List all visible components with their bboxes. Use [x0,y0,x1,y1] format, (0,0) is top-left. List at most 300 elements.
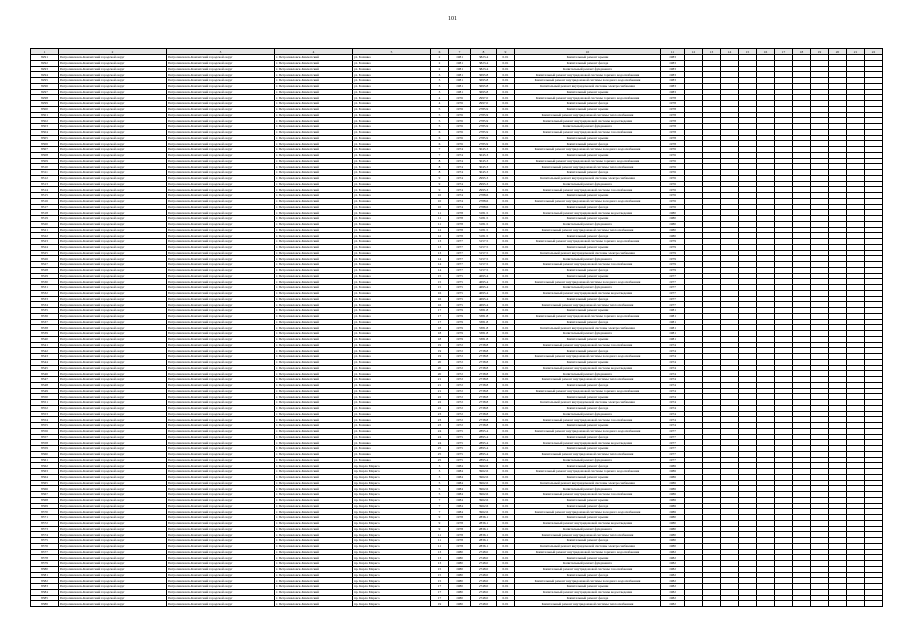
table-cell: 1981 [449,60,471,66]
table-cell: 3181.5 [471,221,497,227]
table-cell: 8360 [31,451,59,457]
table-cell: Петропавловск-Камчатский городской округ [59,492,167,498]
table-cell: 17 [431,589,449,595]
table-cell: 13 [431,561,449,567]
table-cell: 0.01 [497,106,515,112]
table-cell: 1972 [449,371,471,377]
table-cell: 1975 [449,279,471,285]
table-cell: ул. Бохняка [353,89,431,95]
table-cell: Петропавловск-Камчатский городской округ [59,377,167,383]
table-cell: 1974 [449,147,471,153]
table-cell: 2785.9 [471,118,497,124]
table-cell: 22 [431,394,449,400]
table-cell: 1980 [661,526,685,532]
table-cell: Капитальный ремонт крыши [515,152,661,158]
table-cell: г. Петропавловск-Камчатский [275,60,353,66]
table-cell: 1977 [449,250,471,256]
table-cell: 2836.1 [471,520,497,526]
table-cell: Капитальный ремонт крыши [515,135,661,141]
table-cell: 8357 [31,434,59,440]
table-cell: Петропавловск-Камчатский городской округ [167,216,275,222]
table-cell: 18 [431,331,449,337]
table-cell: Петропавловск-Камчатский городской округ [167,141,275,147]
table-cell: 3 [431,89,449,95]
table-cell: Петропавловск-Камчатский городской округ [167,170,275,176]
table-cell: 0.01 [497,135,515,141]
table-cell: Петропавловск-Камчатский городской округ [167,589,275,595]
table-cell: 1974 [661,354,685,360]
table-cell: 1978 [661,141,685,147]
table-cell: 0.01 [497,417,515,423]
header-cell: 8 [471,49,497,55]
table-cell: 1972 [449,382,471,388]
table-cell: ул. Бохняка [353,336,431,342]
table-cell: 3962.6 [471,503,497,509]
table-cell: ул. Бохняка [353,256,431,262]
table-cell: пр. Карла Маркса [353,555,431,561]
table-cell: Петропавловск-Камчатский городской округ [167,474,275,480]
table-cell: г. Петропавловск-Камчатский [275,55,353,61]
table-cell: 25 [431,446,449,452]
table-cell: г. Петропавловск-Камчатский [275,106,353,112]
table-cell: 1981 [661,336,685,342]
table-cell: 17 [431,319,449,325]
table-cell: 1972 [449,354,471,360]
table-cell: 15 [431,285,449,291]
table-cell: 2997.0 [471,95,497,101]
table-cell: Петропавловск-Камчатский городской округ [167,382,275,388]
table-cell: 3181.5 [471,227,497,233]
table-body [31,49,883,607]
table-cell: 12 [431,233,449,239]
table-cell: 1986 [661,503,685,509]
table-cell: Петропавловск-Камчатский городской округ [167,601,275,607]
table-cell: ул. Бохняка [353,331,431,337]
table-cell: Капитальный ремонт внутридомовой системы теплоснабжения [515,302,661,308]
table-cell: 1982 [661,566,685,572]
table-cell: г. Петропавловск-Камчатский [275,566,353,572]
table-cell: Петропавловск-Камчатский городской округ [59,451,167,457]
table-cell: 5 [431,112,449,118]
table-cell: 5 [431,124,449,130]
table-cell: г. Петропавловск-Камчатский [275,336,353,342]
table-cell: Петропавловск-Камчатский городской округ [59,589,167,595]
table-cell: 3962.6 [471,509,497,515]
table-cell: 0.01 [497,440,515,446]
table-cell: пр. Карла Маркса [353,520,431,526]
table-cell: 2738.8 [471,417,497,423]
table-cell: Петропавловск-Камчатский городской округ [167,325,275,331]
table-cell: Петропавловск-Камчатский городской округ [59,411,167,417]
table-cell: Петропавловск-Камчатский городской округ [59,55,167,61]
table-cell: Петропавловск-Камчатский городской округ [167,486,275,492]
table-cell: 2748.0 [471,555,497,561]
table-cell: 11 [431,210,449,216]
table-cell: Петропавловск-Камчатский городской округ [167,377,275,383]
table-cell: 8291 [31,55,59,61]
table-cell: пр. Карла Маркса [353,601,431,607]
table-cell: г. Петропавловск-Камчатский [275,457,353,463]
table-cell: 0.01 [497,89,515,95]
table-cell: 1980 [661,515,685,521]
table-cell: Петропавловск-Камчатский городской округ [59,204,167,210]
table-cell: 2738.8 [471,377,497,383]
table-cell: 1980 [661,233,685,239]
table-cell: 9 [431,181,449,187]
table-cell: 1981 [661,313,685,319]
table-cell: г. Петропавловск-Камчатский [275,555,353,561]
table-cell: 3 [431,78,449,84]
table-cell: пр. Карла Маркса [353,561,431,567]
table-cell: г. Петропавловск-Камчатский [275,440,353,446]
table-cell: Петропавловск-Камчатский городской округ [59,543,167,549]
table-cell: 1984 [449,503,471,509]
table-cell: 8302 [31,118,59,124]
table-cell: г. Петропавловск-Камчатский [275,377,353,383]
table-cell: 1972 [449,400,471,406]
table-cell: Петропавловск-Камчатский городской округ [167,538,275,544]
table-cell: 1977 [449,256,471,262]
table-cell: Капитальный ремонт фундамента [515,285,661,291]
table-cell: Капитальный ремонт крыши [515,515,661,521]
table-cell: 1976 [449,95,471,101]
table-cell: Петропавловск-Камчатский городской округ [167,152,275,158]
table-cell: 1978 [661,124,685,130]
table-cell: 0.01 [497,405,515,411]
table-cell: 8361 [31,457,59,463]
table-cell: 1983 [661,66,685,72]
table-cell: Петропавловск-Камчатский городской округ [167,319,275,325]
table-cell: ул. Бохняка [353,279,431,285]
table-cell: 15 [431,566,449,572]
table-cell: Петропавловск-Камчатский городской округ [167,331,275,337]
table-cell: 1986 [661,492,685,498]
table-cell: 3962.6 [471,497,497,503]
table-cell: 3695.8 [471,83,497,89]
table-cell: Капитальный ремонт фасада [515,463,661,469]
table-cell: 8315 [31,193,59,199]
table-cell: г. Петропавловск-Камчатский [275,584,353,590]
table-cell: 2738.8 [471,371,497,377]
table-cell: Петропавловск-Камчатский городской округ [59,267,167,273]
table-cell: 22 [431,405,449,411]
table-cell: Капитальный ремонт внутридомовой системы холодного водоснабжения [515,78,661,84]
table-cell: 19 [431,348,449,354]
table-cell: 2785.9 [471,112,497,118]
table-cell: ул. Бохняка [353,158,431,164]
table-cell: 2738.8 [471,365,497,371]
table-cell: 0.01 [497,147,515,153]
table-cell: 0.01 [497,359,515,365]
table-cell: г. Петропавловск-Камчатский [275,572,353,578]
table-cell: 8299 [31,101,59,107]
table-cell: ул. Бохняка [353,308,431,314]
table-cell: 1980 [661,520,685,526]
table-cell: ул. Бохняка [353,388,431,394]
table-cell: ул. Бохняка [353,101,431,107]
table-cell: Капитальный ремонт фундамента [515,256,661,262]
table-cell: 1978 [661,95,685,101]
table-cell: Петропавловск-Камчатский городской округ [167,198,275,204]
table-cell: 1975 [449,302,471,308]
table-cell: 8364 [31,474,59,480]
table-cell: 1984 [449,486,471,492]
table-cell: 8370 [31,509,59,515]
table-cell: 1978 [661,118,685,124]
table-cell: 0.01 [497,377,515,383]
table-cell: 1978 [449,520,471,526]
table-cell: г. Петропавловск-Камчатский [275,348,353,354]
table-cell: 0.01 [497,400,515,406]
table-cell: Петропавловск-Камчатский городской округ [167,55,275,61]
table-cell: 0.01 [497,331,515,337]
header-cell: 22 [865,49,883,55]
table-cell: 1974 [449,187,471,193]
table-cell: 21 [431,388,449,394]
table-cell: Петропавловск-Камчатский городской округ [59,181,167,187]
table-cell: 3045.3 [471,147,497,153]
table-cell: 1974 [661,371,685,377]
table-cell: 2738.8 [471,405,497,411]
table-cell: Петропавловск-Камчатский городской округ [59,371,167,377]
table-cell: Петропавловск-Камчатский городской округ [167,566,275,572]
table-cell: г. Петропавловск-Камчатский [275,158,353,164]
table-cell: 2748.0 [471,584,497,590]
table-cell: 3381.8 [471,313,497,319]
table-cell: 8310 [31,164,59,170]
table-cell: ул. Бохняка [353,181,431,187]
header-cell: 6 [431,49,449,55]
table-cell: г. Петропавловск-Камчатский [275,72,353,78]
table-cell: 1972 [449,405,471,411]
table-cell: 8372 [31,520,59,526]
table-cell: 1975 [449,273,471,279]
table-cell: 20 [431,371,449,377]
table-cell: 8 [431,170,449,176]
table-cell: ул. Бохняка [353,78,431,84]
table-cell: 8382 [31,578,59,584]
table-cell: Петропавловск-Камчатский городской округ [167,572,275,578]
table-cell: Петропавловск-Камчатский городской округ [59,486,167,492]
table-cell: Петропавловск-Камчатский городской округ [59,342,167,348]
table-cell: 1974 [661,405,685,411]
table-cell: 8365 [31,480,59,486]
table-cell: г. Петропавловск-Камчатский [275,325,353,331]
header-cell: 7 [449,49,471,55]
table-cell: ул. Бохняка [353,147,431,153]
table-cell: Петропавловск-Камчатский городской округ [59,106,167,112]
table-cell: Петропавловск-Камчатский городской округ [59,584,167,590]
table-cell: ул. Бохняка [353,365,431,371]
table-cell: Петропавловск-Камчатский городской округ [167,181,275,187]
table-cell: Петропавловск-Камчатский городской округ [59,440,167,446]
table-cell: г. Петропавловск-Камчатский [275,428,353,434]
table-cell: Капитальный ремонт внутридомовой системы газоснабжения [515,566,661,572]
table-cell: 2 [431,60,449,66]
table-cell: 8329 [31,273,59,279]
table-cell: г. Петропавловск-Камчатский [275,474,353,480]
table-cell: 2995.3 [471,181,497,187]
table-cell: 2836.1 [471,538,497,544]
table-cell: г. Петропавловск-Камчатский [275,331,353,337]
table-cell: 1982 [661,549,685,555]
table-cell: Капитальный ремонт внутридомовой системы теплоснабжения [515,164,661,170]
table-cell: 0.01 [497,411,515,417]
table-cell: 13 [431,239,449,245]
table-cell: Петропавловск-Камчатский городской округ [167,526,275,532]
table-cell: 2785.9 [471,106,497,112]
table-cell: Петропавловск-Камчатский городской округ [59,532,167,538]
table-cell: 8358 [31,440,59,446]
table-cell: Петропавловск-Камчатский городской округ [59,331,167,337]
table-cell: 1979 [661,239,685,245]
table-cell [703,601,721,607]
table-cell: 1972 [449,423,471,429]
table-cell: Петропавловск-Камчатский городской округ [59,601,167,607]
table-cell: 1980 [449,549,471,555]
table-cell: 2788.6 [471,193,497,199]
table-cell: 8368 [31,497,59,503]
header-cell: 19 [811,49,829,55]
table-cell: ул. Бохняка [353,359,431,365]
table-cell: ул. Бохняка [353,267,431,273]
table-cell: ул. Бохняка [353,244,431,250]
table-cell: 1974 [449,170,471,176]
table-cell: Капитальный ремонт крыши [515,336,661,342]
table-cell: 3157.5 [471,239,497,245]
table-cell: ул. Бохняка [353,417,431,423]
table-cell: Петропавловск-Камчатский городской округ [167,440,275,446]
table-cell: г. Петропавловск-Камчатский [275,181,353,187]
table-cell: Капитальный ремонт внутридомовой системы холодного водоснабжения [515,354,661,360]
table-cell: ул. Бохняка [353,434,431,440]
table-cell: 2995.3 [471,187,497,193]
table-cell: 4695.4 [471,290,497,296]
table-cell: г. Петропавловск-Камчатский [275,342,353,348]
table-cell: 2748.0 [471,572,497,578]
table-cell: 1978 [449,233,471,239]
table-cell: 2738.8 [471,359,497,365]
table-cell: 8344 [31,359,59,365]
table-cell: Петропавловск-Камчатский городской округ [167,469,275,475]
table-cell: 1978 [449,210,471,216]
table-cell: Капитальный ремонт фасада [515,348,661,354]
table-cell: 1979 [449,325,471,331]
table-cell: 3 [431,469,449,475]
table-cell: ул. Бохняка [353,72,431,78]
table-cell: 8324 [31,244,59,250]
table-cell: ул. Бохняка [353,319,431,325]
table-cell: 0.01 [497,474,515,480]
table-cell: Петропавловск-Камчатский городской округ [59,336,167,342]
table-cell: 2748.0 [471,561,497,567]
table-cell: Капитальный ремонт внутридомовой системы горячего водоснабжения [515,72,661,78]
table-cell: Петропавловск-Камчатский городской округ [167,480,275,486]
table-cell: Петропавловск-Камчатский городской округ [167,388,275,394]
table-cell: Капитальный ремонт внутридомовой системы холодного водоснабжения [515,279,661,285]
table-cell: Петропавловск-Камчатский городской округ [59,394,167,400]
table-cell: 1974 [661,382,685,388]
table-cell: 1986 [661,469,685,475]
table-cell: 11 [431,538,449,544]
table-cell: г. Петропавловск-Камчатский [275,216,353,222]
table-cell: 1981 [449,55,471,61]
table-cell: 0.01 [497,83,515,89]
table-cell: 1978 [449,526,471,532]
table-cell: Петропавловск-Камчатский городской округ [59,72,167,78]
header-cell: 13 [703,49,721,55]
table-cell: 1977 [449,262,471,268]
table-cell: Петропавловск-Камчатский городской округ [59,262,167,268]
table-cell: Капитальный ремонт внутридомовой системы водоотведения [515,520,661,526]
table-cell: ул. Бохняка [353,451,431,457]
table-cell: 1981 [449,66,471,72]
table-cell: Петропавловск-Камчатский городской округ [167,158,275,164]
table-cell: 1984 [449,492,471,498]
table-cell: 8328 [31,267,59,273]
table-cell: 0.01 [497,423,515,429]
table-cell: 4695.4 [471,296,497,302]
table-cell: 15 [431,572,449,578]
table-cell: ул. Бохняка [353,106,431,112]
table-cell: 11 [431,221,449,227]
table-cell: 0.01 [497,290,515,296]
table-cell: г. Петропавловск-Камчатский [275,423,353,429]
header-cell: 1 [31,49,59,55]
table-cell: Петропавловск-Камчатский городской округ [167,60,275,66]
table-cell: Капитальный ремонт крыши [515,89,661,95]
table-cell: Петропавловск-Камчатский городской округ [167,584,275,590]
table-cell: Капитальный ремонт внутридомовой системы теплоснабжения [515,227,661,233]
table-cell: Петропавловск-Камчатский городской округ [59,118,167,124]
table-cell: 1975 [449,457,471,463]
table-cell: 8333 [31,296,59,302]
table-cell: 1981 [449,89,471,95]
table-cell: 1972 [449,417,471,423]
table-cell: Капитальный ремонт внутридомовой системы горячего водоснабжения [515,95,661,101]
table-cell: Капитальный ремонт внутридомовой системы водоотведения [515,118,661,124]
table-cell: 0.01 [497,216,515,222]
table-cell: 1974 [449,175,471,181]
table-cell: 5 [431,486,449,492]
table-cell: 1976 [449,118,471,124]
table-cell: Петропавловск-Камчатский городской округ [167,313,275,319]
table-cell: 1980 [449,584,471,590]
table-cell: 1975 [449,446,471,452]
table-cell: 5 [431,492,449,498]
table-cell: Петропавловск-Камчатский городской округ [167,308,275,314]
table-cell: 3962.6 [471,480,497,486]
table-cell: 1974 [449,204,471,210]
table-cell: Петропавловск-Камчатский городской округ [59,152,167,158]
table-cell: 5 [431,480,449,486]
table-cell: г. Петропавловск-Камчатский [275,296,353,302]
table-cell: 3381.8 [471,325,497,331]
table-cell: г. Петропавловск-Камчатский [275,66,353,72]
table-cell: 0.01 [497,302,515,308]
table-cell: 8325 [31,250,59,256]
table-cell: Капитальный ремонт фасада [515,503,661,509]
table-cell: 8378 [31,555,59,561]
table-cell: 8350 [31,394,59,400]
table-cell: г. Петропавловск-Камчатский [275,411,353,417]
table-cell: Капитальный ремонт фундамента [515,486,661,492]
table-cell: 13 [431,549,449,555]
table-cell: г. Петропавловск-Камчатский [275,244,353,250]
table-cell: 0.01 [497,342,515,348]
table-cell: 1972 [449,348,471,354]
table-cell: Петропавловск-Камчатский городской округ [59,428,167,434]
